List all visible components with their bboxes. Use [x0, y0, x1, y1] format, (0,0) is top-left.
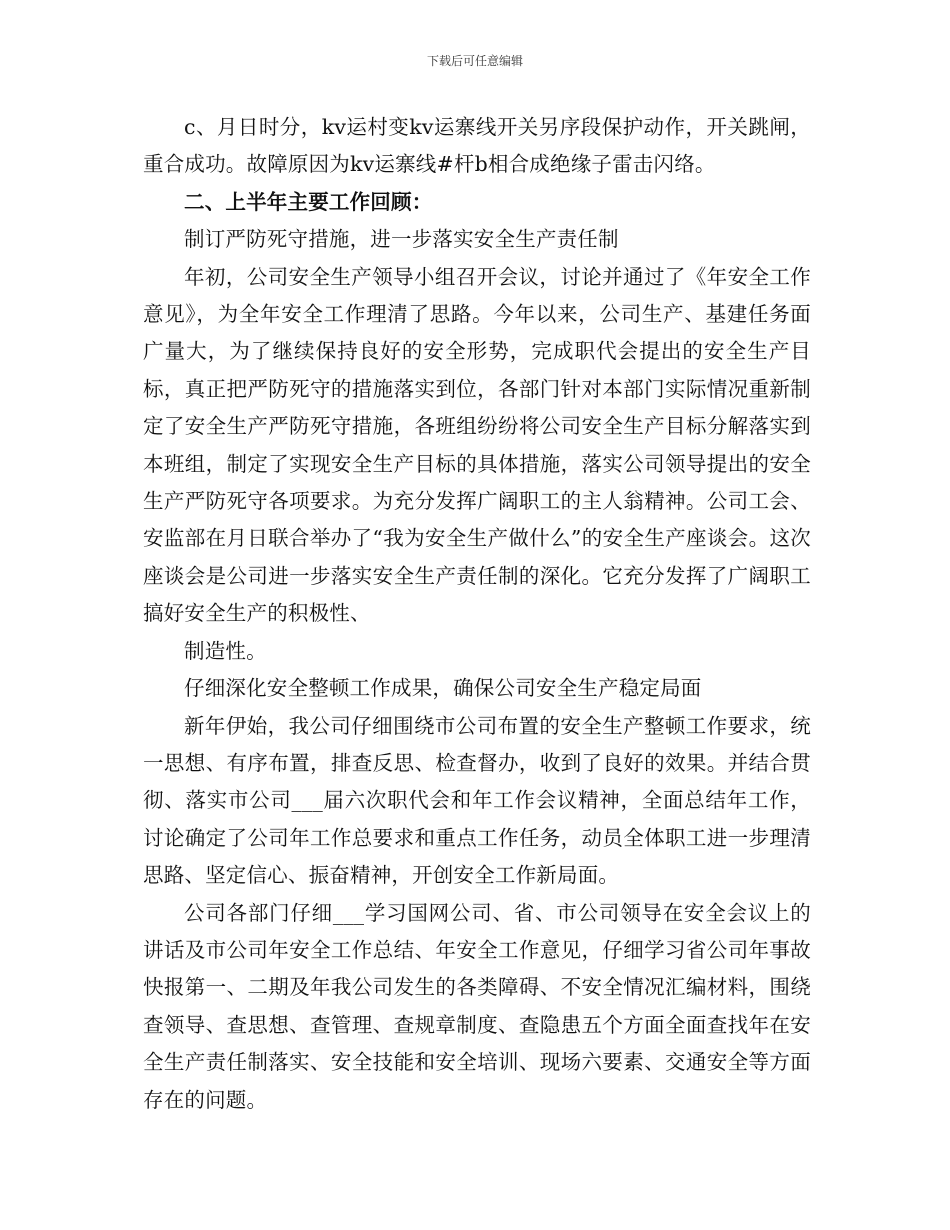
subheading-responsibility: 制订严防死守措施，进一步落实安全生产责任制: [184, 227, 619, 252]
section-heading: 二、上半年主要工作回顾：: [184, 189, 433, 214]
paragraph-continuation: 制造性。: [184, 638, 267, 663]
paragraph-fault-record: c、月日时分，kv运村变kv运寨线开关另序段保护动作，开关跳闸，重合成功。故障原因为kv运寨线#杆b相合成绝缘子雷击闪络。: [143, 115, 811, 177]
paragraph-new-year: 新年伊始，我公司仔细围绕市公司布置的安全生产整顿工作要求，统一思想、有序布置，排查反思、检查督办，收到了良好的效果。并结合贯彻、落实市公司___届六次职代会和年工作会议精神，全面总结年工作，讨论确定了公司年工作总要求和重点工作任务，动员全体职工进一步理清思路、坚定信心、振奋精神，开创安全工作新局面。: [143, 713, 811, 888]
paragraph-department-study: 公司各部门仔细___学习国网公司、省、市公司领导在安全会议上的讲话及市公司年安全工作总结、年安全工作意见，仔细学习省公司年事故快报第一、二期及年我公司发生的各类障碍、不安全情况汇编材料，围绕查领导、查思想、查管理、查规章制度、查隐患五个方面全面查找年在安全生产责任制落实、安全技能和安全培训、现场六要素、交通安全等方面存在的问题。: [143, 900, 811, 1112]
page-header: 下载后可任意编辑: [426, 54, 523, 68]
document-body: [143, 109, 811, 1119]
paragraph-annual-meeting: 年初，公司安全生产领导小组召开会议，讨论并通过了《年安全工作意见》，为全年安全工作理清了思路。今年以来，公司生产、基建任务面广量大，为了继续保持良好的安全形势，完成职代会提出的安全生产目标，真正把严防死守的措施落实到位，各部门针对本部门实际情况重新制定了安全生产严防死守措施，各班组纷纷将公司安全生产目标分解落实到本班组，制定了实现安全生产目标的具体措施，落实公司领导提出的安全生产严防死守各项要求。为充分发挥广阔职工的主人翁精神。公司工会、安监部在月日联合举办了“我为安全生产做什么”的安全生产座谈会。这次座谈会是公司进一步落实安全生产责任制的深化。它充分发挥了广阔职工搞好安全生产的积极性、: [143, 264, 811, 626]
subheading-rectification: 仔细深化安全整顿工作成果，确保公司安全生产稳定局面: [184, 676, 702, 701]
